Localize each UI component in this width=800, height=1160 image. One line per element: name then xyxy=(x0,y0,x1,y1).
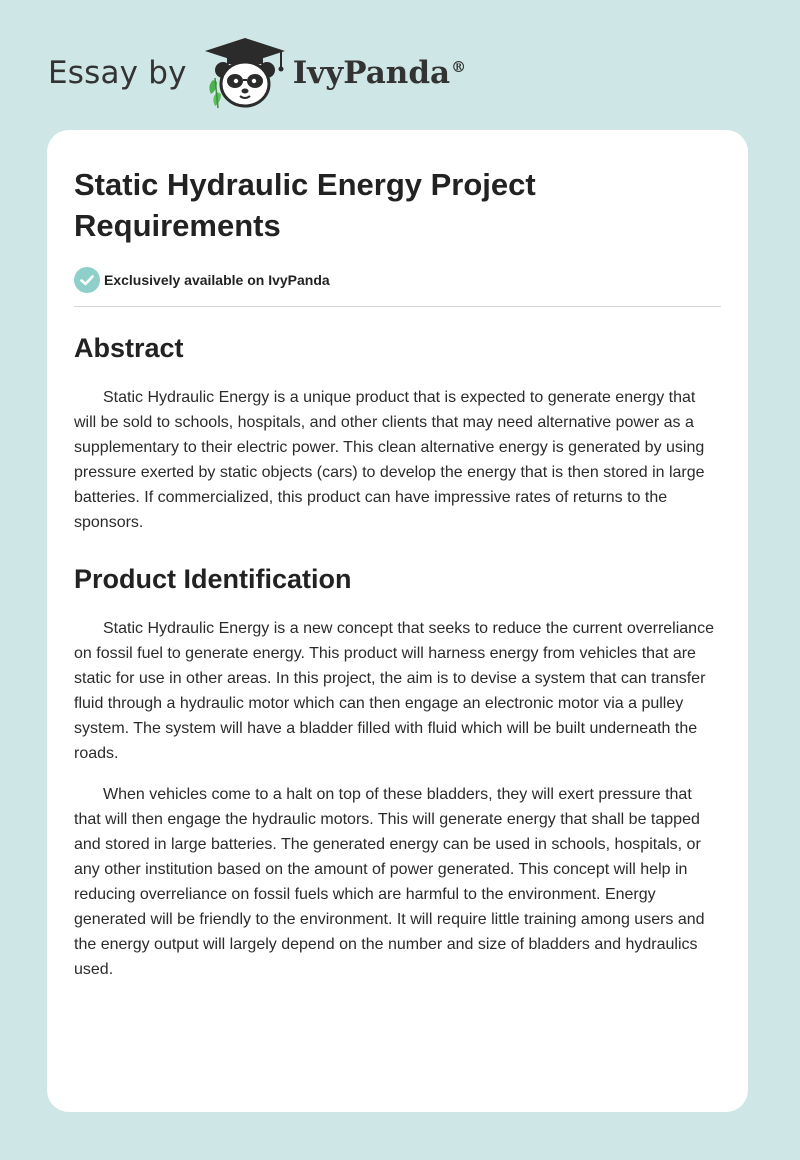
exclusive-badge xyxy=(74,266,721,294)
brand-name[interactable]: IvyPanda® xyxy=(292,55,467,91)
section-abstract xyxy=(74,331,721,535)
panda-graduate-logo-icon[interactable] xyxy=(203,36,287,110)
check-circle-icon xyxy=(74,267,100,293)
essay-card xyxy=(47,130,748,1112)
title-divider xyxy=(74,306,721,307)
product-paragraph-1: Static Hydraulic Energy is a new concept that seeks to reduce the current overreliance on fossil fuel to generate energy. This product will harness energy from vehicles that are static for use in other areas. In this project, the aim is to devise a system that can transfer fluid through a hydraulic motor which can then engage an electronic motor via a pulley system. The system will have a bladder filled with fluid which will be built underneath the roads. xyxy=(74,620,714,762)
exclusive-badge-text: Exclusively available on IvyPanda xyxy=(104,272,330,288)
page-title: Static Hydraulic Energy Project Requirements xyxy=(74,167,536,243)
site-header xyxy=(48,36,466,110)
essay-by-label: Essay by xyxy=(48,55,187,91)
registered-mark: ® xyxy=(451,57,467,76)
section-heading-abstract: Abstract xyxy=(74,333,184,363)
product-paragraph-2: When vehicles come to a halt on top of these bladders, they will exert pressure that that will then engage the hydraulic motors. This will generate energy that shall be tapped and stored in large batteries. The generated energy can be used in schools, hospitals, or any other institution based on the amount of power generated. This concept will help in reducing overreliance on fossil fuels which are harmful to the environment. Energy generated will be friendly to the environment. It will require little training among users and the energy output will largely depend on the number and size of bladders and hydraulics used. xyxy=(74,786,705,978)
section-heading-product-identification: Product Identification xyxy=(74,564,352,594)
section-product-identification xyxy=(74,562,721,982)
abstract-paragraph: Static Hydraulic Energy is a unique product that is expected to generate energy that will be sold to schools, hospitals, and other clients that may need alternative power as a supplementary to their electric power. This clean alternative energy is generated by using pressure exerted by static objects (cars) to develop the energy that is then stored in large batteries. If commercialized, this product can have impressive rates of returns to the sponsors. xyxy=(74,389,705,531)
